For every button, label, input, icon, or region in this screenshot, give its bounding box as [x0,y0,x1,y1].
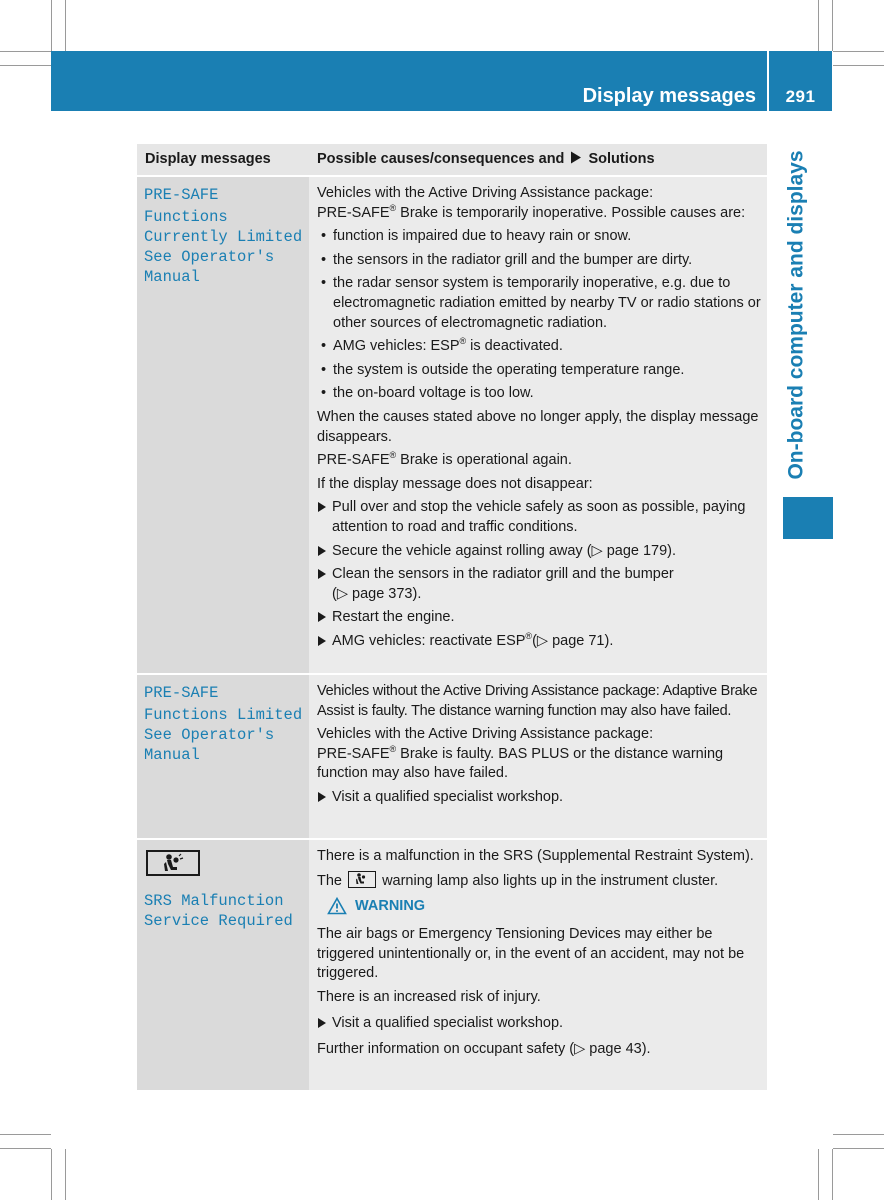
chapter-marker [783,497,833,539]
crop-mark [0,51,51,52]
warning-label: WARNING [355,898,426,915]
crop-mark [818,1149,819,1200]
display-message-line: Manual [144,746,200,764]
crop-mark [0,1134,51,1135]
crop-mark [832,0,833,51]
page-title: Display messages [582,85,756,107]
paragraph: Vehicles with the Active Driving Assistance package: [317,185,654,201]
table-header [137,144,767,177]
display-messages-table [137,144,767,1092]
action-arrow-icon [317,608,332,628]
crop-mark [51,0,52,51]
display-message-line: See Operator's [144,726,275,744]
paragraph: When the causes stated above no longer apply, the display message disappears. [317,408,759,445]
paragraph: Vehicles without the Active Driving Assistance package: Adaptive Brake Assist is faulty. The distance warning function may also have failed. [317,683,758,719]
action-arrow-icon [317,1014,332,1034]
display-message-line: PRE-SAFE [144,684,219,702]
display-message-line: Service Required [144,912,293,930]
crop-mark [51,1149,52,1200]
crop-mark [832,1149,833,1200]
paragraph: Further information on occupant safety (▷ page 43). [317,1041,651,1058]
action-arrow-icon [317,788,332,808]
action-arrow-icon [317,542,332,562]
crop-mark [0,1148,51,1149]
table-row [137,675,767,840]
action-step: Clean the sensors in the radiator grill and the bumper (▷ page 373). [317,565,761,604]
column-header-messages: Display messages [145,151,271,167]
paragraph: The warning lamp also lights up in the instrument cluster. [317,872,719,889]
paragraph: There is a malfunction in the SRS (Supplemental Restraint System). [317,848,754,864]
display-message-line: PRE-SAFE [144,186,219,204]
paragraph: PRE-SAFE® Brake is operational again. [317,450,572,469]
solutions-cell [309,840,767,1090]
crop-mark [833,65,884,66]
paragraph: PRE-SAFE® Brake is temporarily inoperative. Possible causes are: [317,202,746,221]
display-message-cell [137,840,309,1090]
display-message-cell [137,675,309,838]
display-message-line: Functions Limited [144,706,303,724]
bullet-item: • the system is outside the operating temperature range. [321,361,685,378]
chapter-tab [780,140,814,490]
action-arrow-icon [317,498,332,537]
table-row [137,840,767,1092]
action-step: Restart the engine. [317,608,761,628]
action-step: AMG vehicles: reactivate ESP®(▷ page 71). [317,632,761,652]
paragraph: There is an increased risk of injury. [317,988,541,1005]
table-row [137,177,767,675]
display-message-line: SRS Malfunction [144,892,284,910]
bullet-item: • the radar sensor system is temporarily inoperative, e.g. due to electromagnetic radiation emitted by nearby TV or radio stations or other sources of electromagnetic radiation. [321,275,761,331]
solutions-cell [309,675,767,838]
airbag-warning-icon [146,850,200,876]
display-message-cell [137,177,309,673]
action-step: Pull over and stop the vehicle safely as soon as possible, paying attention to road and traffic conditions. [317,498,761,537]
action-step: Visit a qualified specialist workshop. [317,788,761,808]
airbag-warning-lamp-icon [348,871,376,888]
triangle-arrow-icon [570,151,582,164]
bullet-item: • AMG vehicles: ESP® is deactivated. [321,336,563,355]
solutions-cell [309,177,767,673]
crop-mark [833,51,884,52]
warning-triangle-icon [327,897,347,915]
crop-mark [833,1134,884,1135]
display-message-line: Manual [144,268,200,286]
paragraph: If the display message does not disappear: [317,475,593,492]
action-step: Secure the vehicle against rolling away (▷ page 179). [317,542,761,562]
warning-heading [327,897,761,915]
action-arrow-icon [317,632,332,652]
paragraph: Vehicles with the Active Driving Assistance package: [317,726,654,743]
chapter-tab-label: On-board computer and displays [785,150,808,480]
display-message-line: See Operator's [144,248,275,266]
display-message-line: Functions [144,208,228,226]
page-number: 291 [785,87,816,106]
action-arrow-icon [317,565,332,604]
crop-mark [0,65,51,66]
display-message-line: Currently Limited [144,228,303,246]
action-step: Visit a qualified specialist workshop. [317,1014,761,1034]
column-header-solutions: Possible causes/consequences and Solutions [317,151,655,167]
crop-mark [65,0,66,51]
crop-mark [65,1149,66,1200]
bullet-item: • function is impaired due to heavy rain or snow. [321,228,632,245]
bullet-item: • the on-board voltage is too low. [321,385,534,402]
crop-mark [818,0,819,51]
crop-mark [833,1148,884,1149]
bullet-item: • the sensors in the radiator grill and the bumper are dirty. [321,251,693,268]
paragraph: PRE-SAFE® Brake is faulty. BAS PLUS or the distance warning function may also have failed. [317,743,724,782]
paragraph: The air bags or Emergency Tensioning Devices may either be triggered unintentionally or, in the event of an accident, may not be triggered. [317,926,745,982]
